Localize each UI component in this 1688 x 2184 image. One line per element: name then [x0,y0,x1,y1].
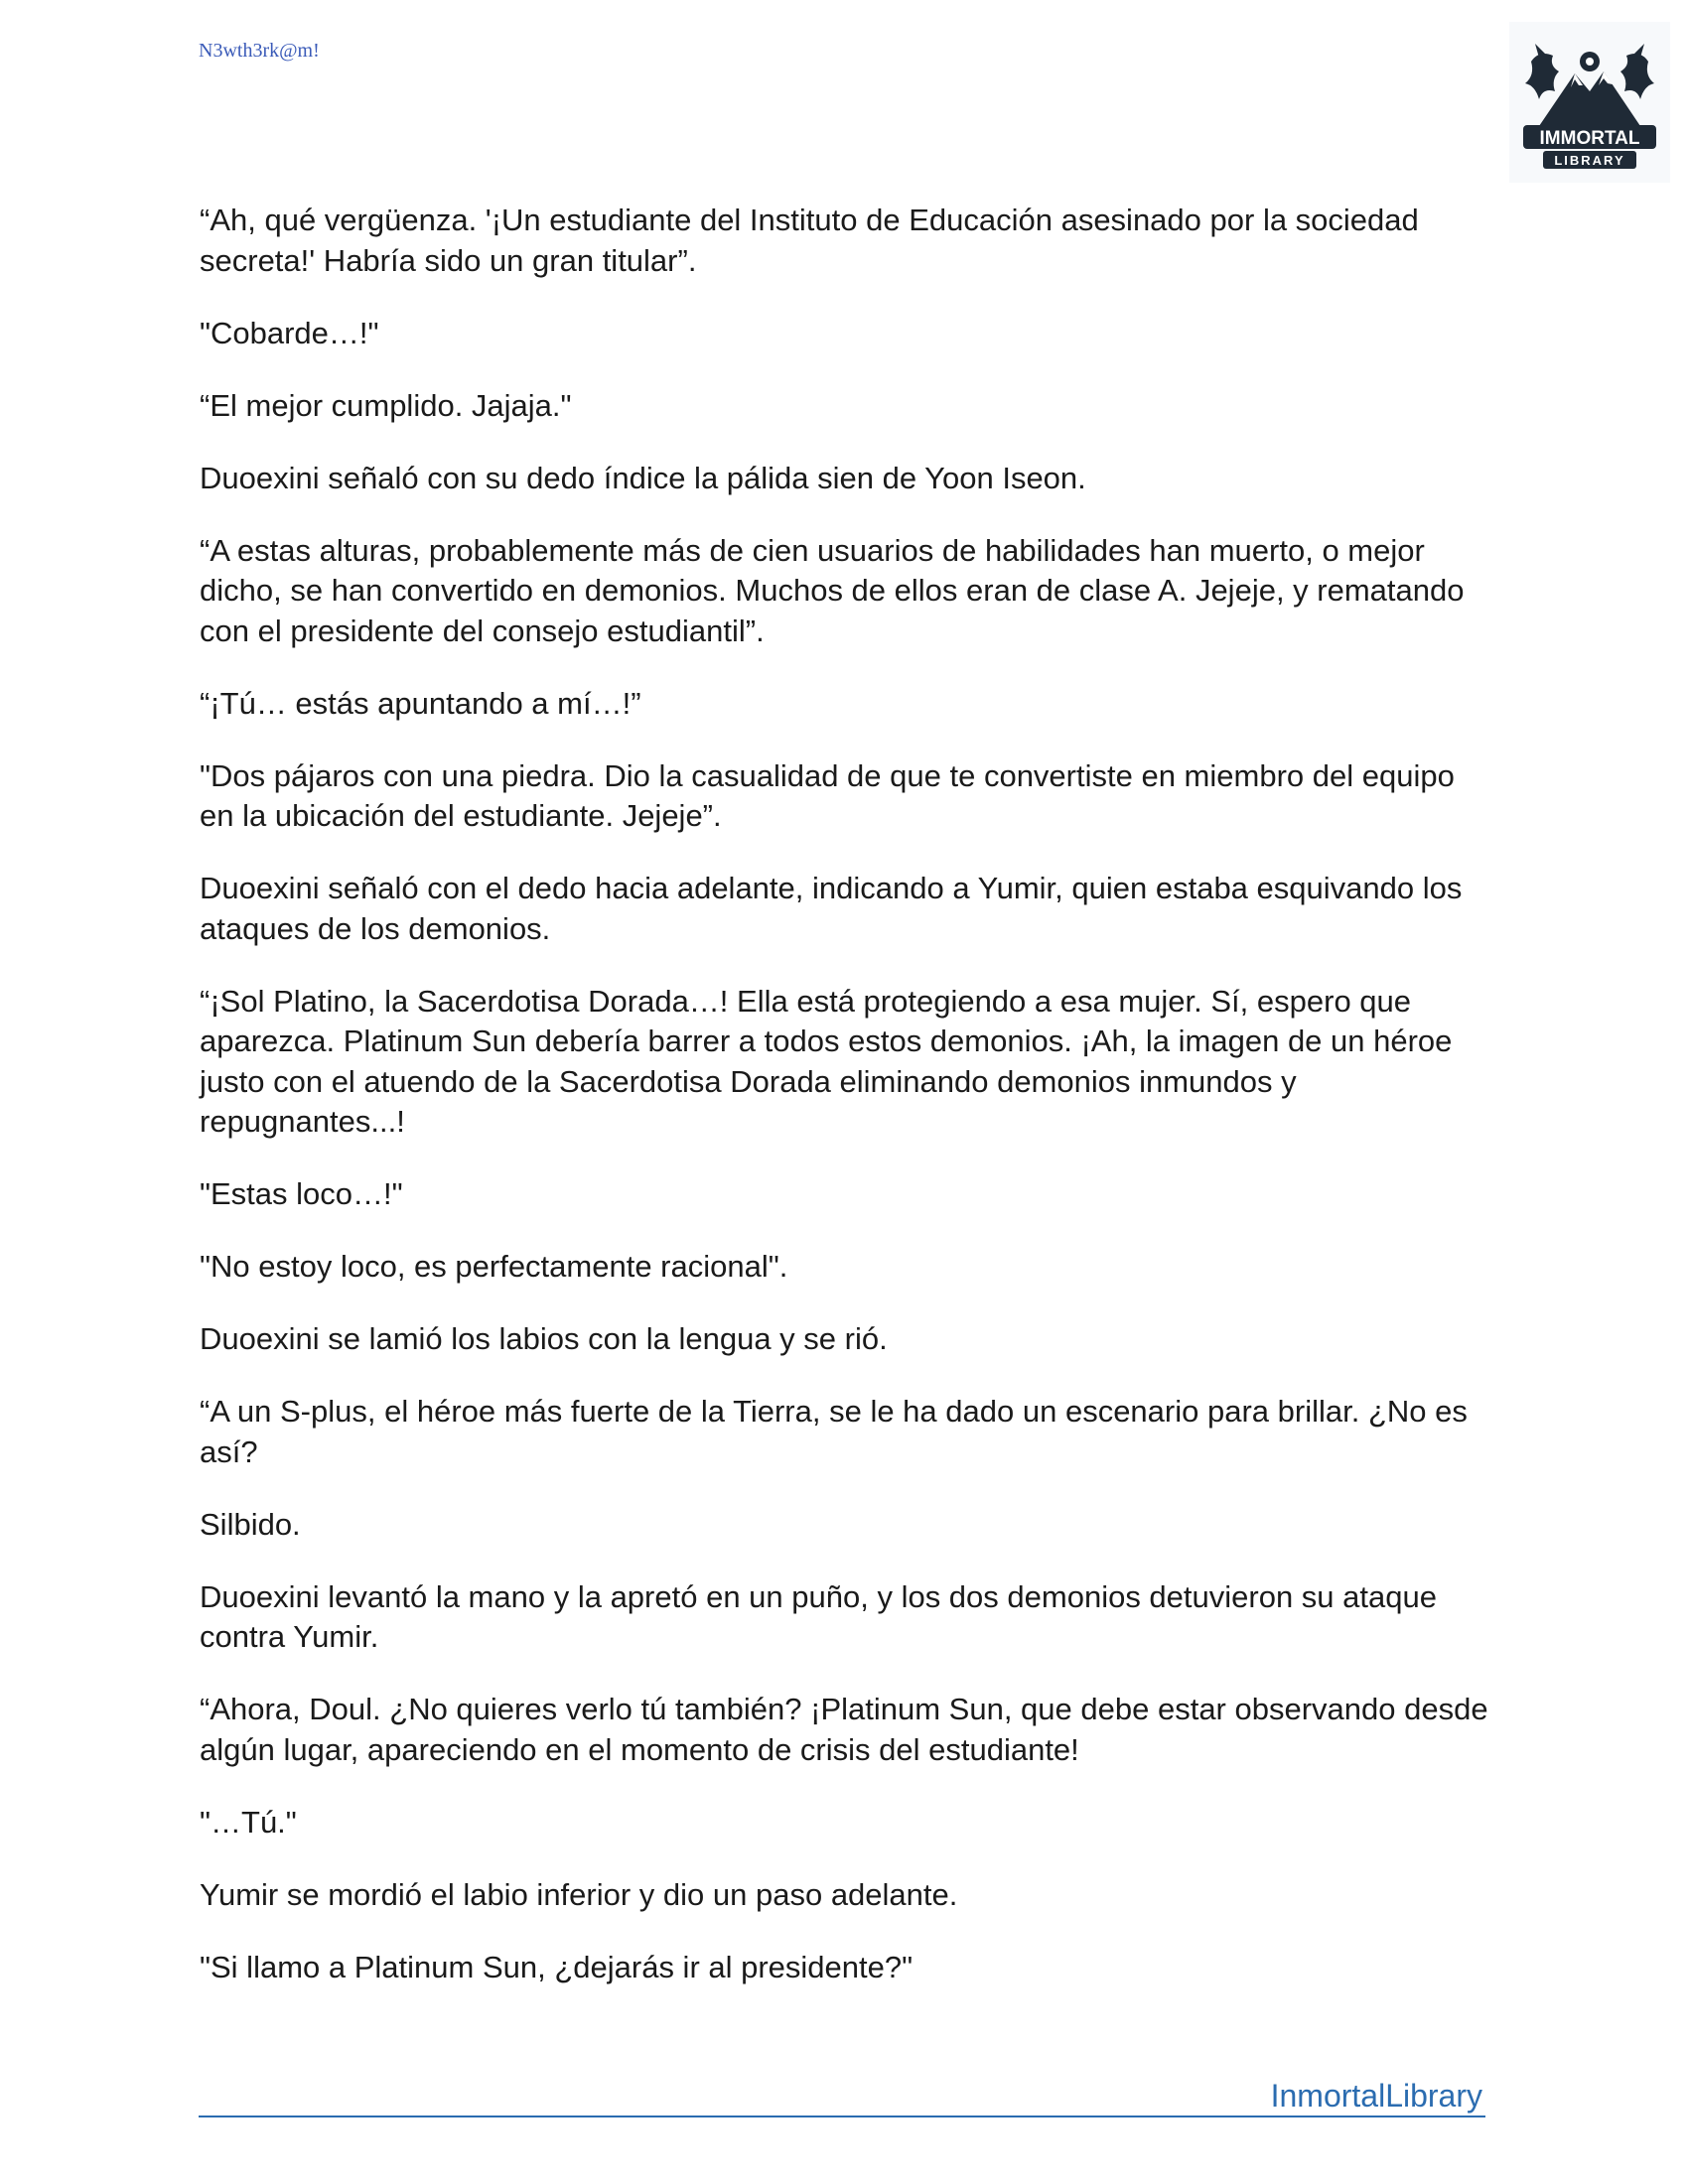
paragraph: Duoexini se lamió los labios con la lengua y se rió. [200,1321,888,1356]
paragraph: Yumir se mordió el labio inferior y dio un paso adelante. [200,1876,958,1912]
paragraph: "Dos pájaros con una piedra. Dio la casualidad de que te convertiste en miembro del equipo en la ubicación del estudiante. Jejeje”. [200,757,1455,833]
paragraph: “¡Sol Platino, la Sacerdotisa Dorada…! Ella está protegiendo a esa mujer. Sí, espero que aparezca. Platinum Sun debería barrer a todos estos demonios. ¡Ah, la imagen de un héroe justo con el atuendo de la Sacerdotisa Dorada eliminando demonios inmundos y repugnantes...! [200,983,1453,1139]
paragraph: "Si llamo a Platinum Sun, ¿dejarás ir al presidente?" [200,1949,914,1984]
footer-library-link[interactable]: InmortalLibrary [1270,2078,1482,2114]
paragraph: Duoexini levantó la mano y la apretó en un puño, y los dos demonios detuvieron su ataque contra Yumir. [200,1578,1437,1654]
paragraph: "Cobarde…!" [200,315,379,350]
paragraph: Silbido. [200,1506,301,1542]
paragraph: “A estas alturas, probablemente más de cien usuarios de habilidades han muerto, o mejor dicho, se han convertido en demonios. Muchos de ellos eran de clase A. Jejeje, y rematando con el presidente del consejo estudiantil”. [200,532,1465,648]
paragraph: Duoexini señaló con el dedo hacia adelante, indicando a Yumir, quien estaba esquivando los ataques de los demonios. [200,871,1463,946]
paragraph: "…Tú." [200,1804,297,1840]
watermark-text: N3wth3rk@m! [199,40,320,62]
paragraph: “Ah, qué vergüenza. '¡Un estudiante del Instituto de Educación asesinado por la sociedad secreta!' Habría sido un gran titular”. [200,203,1419,278]
footer-divider [199,2116,1485,2117]
immortal-library-logo [1509,22,1670,183]
paragraph: Duoexini señaló con su dedo índice la pálida sien de Yoon Iseon. [200,460,1086,495]
paragraph: “El mejor cumplido. Jajaja." [200,387,572,423]
story-body [200,201,1490,2020]
paragraph: "No estoy loco, es perfectamente racional". [200,1249,788,1284]
logo-title: IMMORTAL [1539,128,1640,149]
paragraph: “A un S-plus, el héroe más fuerte de la Tierra, se le ha dado un escenario para brillar. ¿No es así? [200,1394,1468,1469]
paragraph: "Estas loco…!" [200,1176,403,1211]
paragraph: “¡Tú… estás apuntando a mí…!” [200,685,641,721]
logo-subtitle: LIBRARY [1554,153,1625,168]
paragraph: “Ahora, Doul. ¿No quieres verlo tú también? ¡Platinum Sun, que debe estar observando desde algún lugar, apareciendo en el momento de crisis del estudiante! [200,1692,1488,1767]
